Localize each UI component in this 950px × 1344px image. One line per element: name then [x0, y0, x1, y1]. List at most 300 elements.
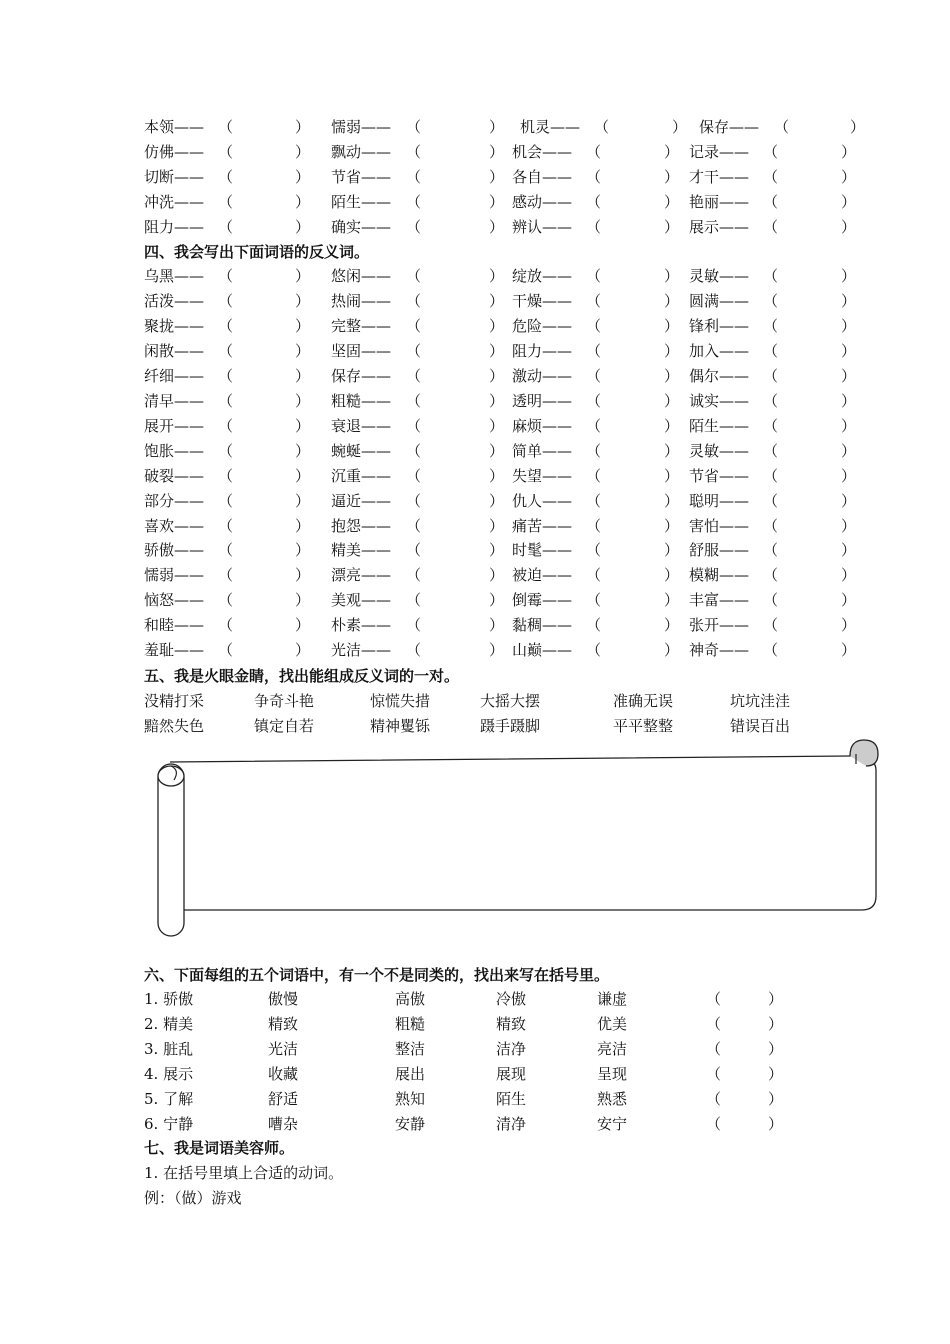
antonym-word: 骄傲——	[144, 541, 205, 560]
open-paren: （	[218, 316, 234, 335]
antonym-word: 悠闲——	[331, 267, 392, 285]
close-paren: ）	[841, 391, 857, 410]
open-paren: （	[586, 566, 602, 585]
close-paren: ）	[295, 341, 311, 360]
word-group-row	[0, 1112, 950, 1136]
open-paren: （	[406, 267, 422, 285]
antonym-row	[0, 464, 950, 488]
close-paren: ）	[664, 193, 680, 211]
open-paren: （	[586, 316, 602, 335]
group-word: 粗糙	[395, 1015, 426, 1033]
open-paren: （	[406, 641, 422, 660]
close-paren: ）	[841, 466, 857, 485]
idiom-word: 黯然失色	[144, 717, 205, 735]
close-paren: ）	[672, 118, 688, 136]
group-word: 熟知	[395, 1090, 426, 1108]
antonym-word: 时髦——	[512, 541, 573, 560]
word-pair-row	[0, 115, 950, 139]
close-paren: ）	[664, 168, 680, 186]
pair-word: 机会——	[512, 143, 573, 161]
open-paren: （	[763, 616, 779, 635]
close-paren: ）	[841, 641, 857, 660]
open-paren: （	[406, 341, 422, 360]
open-paren: （	[586, 341, 602, 360]
antonym-word: 神奇——	[689, 641, 750, 660]
idiom-row	[0, 714, 950, 738]
close-paren: ）	[841, 267, 857, 285]
open-paren: （	[763, 143, 779, 161]
close-paren: ）	[841, 441, 857, 460]
open-paren: （	[406, 466, 422, 485]
idiom-word: 精神矍铄	[370, 717, 431, 735]
open-paren: （	[706, 1015, 722, 1033]
open-paren: （	[763, 466, 779, 485]
idiom-word: 争奇斗艳	[254, 692, 315, 710]
antonym-row	[0, 314, 950, 338]
close-paren: ）	[489, 491, 505, 510]
antonym-word: 恼怒——	[144, 591, 205, 610]
group-word: 陌生	[496, 1090, 527, 1108]
open-paren: （	[218, 616, 234, 635]
antonym-row	[0, 514, 950, 538]
open-paren: （	[763, 541, 779, 560]
open-paren: （	[218, 491, 234, 510]
close-paren: ）	[664, 143, 680, 161]
idiom-word: 错误百出	[730, 717, 791, 735]
close-paren: ）	[664, 291, 680, 310]
antonym-word: 漂亮——	[331, 566, 392, 585]
section5-title: 五、我是火眼金睛，找出能组成反义词的一对。	[144, 667, 460, 685]
pair-word: 确实——	[331, 218, 392, 236]
section6-title: 六、下面每组的五个词语中，有一个不是同类的，找出来写在括号里。	[144, 966, 610, 984]
antonym-word: 节省——	[689, 466, 750, 485]
antonym-row	[0, 389, 950, 413]
pair-word: 辨认——	[512, 218, 573, 236]
open-paren: （	[586, 416, 602, 435]
idiom-word: 没精打采	[144, 692, 205, 710]
open-paren: （	[586, 641, 602, 660]
close-paren: ）	[295, 291, 311, 310]
close-paren: ）	[295, 391, 311, 410]
open-paren: （	[774, 118, 790, 136]
antonym-word: 美观——	[331, 591, 392, 610]
open-paren: （	[586, 516, 602, 535]
antonym-word: 闲散——	[144, 341, 205, 360]
close-paren: ）	[295, 118, 311, 136]
group-word: 展现	[496, 1065, 527, 1083]
open-paren: （	[706, 1090, 722, 1108]
open-paren: （	[218, 218, 234, 236]
close-paren: ）	[768, 1015, 784, 1033]
pair-word: 感动——	[512, 193, 573, 211]
close-paren: ）	[489, 541, 505, 560]
antonym-word: 沉重——	[331, 466, 392, 485]
open-paren: （	[218, 516, 234, 535]
word-group-row	[0, 1012, 950, 1036]
antonym-word: 灵敏——	[689, 441, 750, 460]
pair-word: 飘动——	[331, 143, 392, 161]
close-paren: ）	[489, 291, 505, 310]
close-paren: ）	[489, 391, 505, 410]
section4-title: 四、我会写出下面词语的反义词。	[144, 243, 370, 261]
antonym-row	[0, 489, 950, 513]
open-paren: （	[763, 218, 779, 236]
close-paren: ）	[841, 591, 857, 610]
antonym-row	[0, 264, 950, 288]
open-paren: （	[586, 193, 602, 211]
open-paren: （	[594, 118, 610, 136]
open-paren: （	[406, 168, 422, 186]
open-paren: （	[406, 193, 422, 211]
word-pair-row	[0, 140, 950, 164]
group-word: 冷傲	[496, 990, 527, 1008]
close-paren: ）	[768, 990, 784, 1008]
pair-word: 节省——	[331, 168, 392, 186]
pair-word: 懦弱——	[331, 118, 392, 136]
section7-title: 七、我是词语美容师。	[144, 1139, 295, 1157]
group-word: 2. 精美	[144, 1015, 194, 1033]
group-word: 4. 展示	[144, 1065, 194, 1083]
pair-word: 切断——	[144, 168, 205, 186]
antonym-row	[0, 638, 950, 662]
group-word: 安宁	[597, 1115, 628, 1133]
open-paren: （	[406, 441, 422, 460]
open-paren: （	[706, 1040, 722, 1058]
open-paren: （	[406, 541, 422, 560]
open-paren: （	[406, 416, 422, 435]
open-paren: （	[406, 516, 422, 535]
antonym-word: 衰退——	[331, 416, 392, 435]
antonym-row	[0, 339, 950, 363]
section7-instruction: 1. 在括号里填上合适的动词。	[144, 1164, 344, 1182]
open-paren: （	[218, 267, 234, 285]
close-paren: ）	[768, 1040, 784, 1058]
close-paren: ）	[841, 218, 857, 236]
open-paren: （	[763, 591, 779, 610]
open-paren: （	[586, 616, 602, 635]
open-paren: （	[586, 541, 602, 560]
antonym-word: 阻力——	[512, 341, 573, 360]
close-paren: ）	[841, 316, 857, 335]
pair-word: 本领——	[144, 118, 205, 136]
open-paren: （	[763, 416, 779, 435]
open-paren: （	[586, 441, 602, 460]
antonym-word: 痛苦——	[512, 516, 573, 535]
antonym-row	[0, 563, 950, 587]
group-word: 熟悉	[597, 1090, 628, 1108]
close-paren: ）	[295, 143, 311, 161]
close-paren: ）	[664, 316, 680, 335]
open-paren: （	[586, 366, 602, 385]
antonym-word: 清早——	[144, 391, 205, 410]
open-paren: （	[763, 441, 779, 460]
antonym-word: 精美——	[331, 541, 392, 560]
close-paren: ）	[489, 616, 505, 635]
close-paren: ）	[295, 591, 311, 610]
word-group-row	[0, 987, 950, 1011]
group-word: 收藏	[268, 1065, 299, 1083]
open-paren: （	[218, 416, 234, 435]
close-paren: ）	[664, 616, 680, 635]
pair-word: 冲洗——	[144, 193, 205, 211]
close-paren: ）	[664, 641, 680, 660]
close-paren: ）	[664, 218, 680, 236]
open-paren: （	[763, 341, 779, 360]
antonym-word: 透明——	[512, 391, 573, 410]
antonym-word: 完整——	[331, 316, 392, 335]
antonym-word: 模糊——	[689, 566, 750, 585]
open-paren: （	[218, 118, 234, 136]
antonym-word: 麻烦——	[512, 416, 573, 435]
antonym-word: 锋利——	[689, 316, 750, 335]
section7-example: 例：（做）游戏	[144, 1189, 242, 1207]
word-group-row	[0, 1062, 950, 1086]
close-paren: ）	[489, 566, 505, 585]
open-paren: （	[763, 291, 779, 310]
open-paren: （	[763, 516, 779, 535]
close-paren: ）	[841, 341, 857, 360]
close-paren: ）	[664, 466, 680, 485]
antonym-row	[0, 414, 950, 438]
idiom-word: 惊慌失措	[370, 692, 431, 710]
pair-word: 艳丽——	[689, 193, 750, 211]
close-paren: ）	[295, 441, 311, 460]
open-paren: （	[406, 366, 422, 385]
close-paren: ）	[489, 218, 505, 236]
close-paren: ）	[768, 1065, 784, 1083]
open-paren: （	[218, 168, 234, 186]
antonym-word: 朴素——	[331, 616, 392, 635]
open-paren: （	[218, 441, 234, 460]
open-paren: （	[406, 118, 422, 136]
close-paren: ）	[664, 516, 680, 535]
close-paren: ）	[295, 193, 311, 211]
open-paren: （	[763, 193, 779, 211]
pair-word: 展示——	[689, 218, 750, 236]
pair-word: 机灵——	[520, 118, 581, 136]
antonym-word: 部分——	[144, 491, 205, 510]
close-paren: ）	[489, 366, 505, 385]
close-paren: ）	[664, 591, 680, 610]
close-paren: ）	[489, 341, 505, 360]
group-word: 亮洁	[597, 1040, 628, 1058]
open-paren: （	[406, 291, 422, 310]
close-paren: ）	[841, 143, 857, 161]
open-paren: （	[763, 566, 779, 585]
pair-word: 陌生——	[331, 193, 392, 211]
open-paren: （	[706, 990, 722, 1008]
group-word: 谦虚	[597, 990, 628, 1008]
group-word: 5. 了解	[144, 1090, 194, 1108]
antonym-row	[0, 289, 950, 313]
word-group-row	[0, 1087, 950, 1111]
close-paren: ）	[295, 616, 311, 635]
open-paren: （	[218, 641, 234, 660]
open-paren: （	[218, 541, 234, 560]
open-paren: （	[763, 391, 779, 410]
close-paren: ）	[664, 366, 680, 385]
antonym-word: 展开——	[144, 416, 205, 435]
close-paren: ）	[664, 541, 680, 560]
antonym-word: 灵敏——	[689, 267, 750, 285]
antonym-word: 乌黑——	[144, 267, 205, 285]
close-paren: ）	[841, 291, 857, 310]
open-paren: （	[586, 168, 602, 186]
open-paren: （	[406, 491, 422, 510]
open-paren: （	[763, 316, 779, 335]
group-word: 整洁	[395, 1040, 426, 1058]
idiom-word: 蹑手蹑脚	[480, 717, 541, 735]
close-paren: ）	[841, 366, 857, 385]
antonym-row	[0, 364, 950, 388]
antonym-word: 热闹——	[331, 291, 392, 310]
close-paren: ）	[489, 267, 505, 285]
close-paren: ）	[489, 118, 505, 136]
open-paren: （	[586, 466, 602, 485]
open-paren: （	[218, 591, 234, 610]
group-word: 6. 宁静	[144, 1115, 194, 1133]
antonym-word: 倒霉——	[512, 591, 573, 610]
open-paren: （	[218, 193, 234, 211]
antonym-word: 丰富——	[689, 591, 750, 610]
antonym-word: 纤细——	[144, 366, 205, 385]
antonym-word: 失望——	[512, 466, 573, 485]
pair-word: 记录——	[689, 143, 750, 161]
close-paren: ）	[841, 616, 857, 635]
group-word: 高傲	[395, 990, 426, 1008]
antonym-row	[0, 538, 950, 562]
open-paren: （	[763, 491, 779, 510]
antonym-word: 黏稠——	[512, 616, 573, 635]
close-paren: ）	[489, 591, 505, 610]
open-paren: （	[218, 391, 234, 410]
group-word: 3. 脏乱	[144, 1040, 194, 1058]
close-paren: ）	[295, 316, 311, 335]
antonym-word: 蜿蜒——	[331, 441, 392, 460]
idiom-word: 平平整整	[613, 717, 674, 735]
group-word: 精致	[268, 1015, 299, 1033]
close-paren: ）	[841, 416, 857, 435]
open-paren: （	[586, 143, 602, 161]
open-paren: （	[406, 591, 422, 610]
open-paren: （	[218, 466, 234, 485]
group-word: 清净	[496, 1115, 527, 1133]
close-paren: ）	[489, 316, 505, 335]
close-paren: ）	[841, 566, 857, 585]
idiom-row	[0, 689, 950, 713]
close-paren: ）	[841, 193, 857, 211]
group-word: 光洁	[268, 1040, 299, 1058]
open-paren: （	[763, 366, 779, 385]
antonym-word: 光洁——	[331, 641, 392, 660]
group-word: 1. 骄傲	[144, 990, 194, 1008]
close-paren: ）	[295, 218, 311, 236]
antonym-word: 逼近——	[331, 491, 392, 510]
open-paren: （	[406, 218, 422, 236]
open-paren: （	[586, 267, 602, 285]
group-word: 精致	[496, 1015, 527, 1033]
close-paren: ）	[768, 1090, 784, 1108]
word-pair-row	[0, 190, 950, 214]
close-paren: ）	[295, 516, 311, 535]
antonym-word: 保存——	[331, 366, 392, 385]
word-pair-row	[0, 165, 950, 189]
open-paren: （	[218, 566, 234, 585]
pair-word: 阻力——	[144, 218, 205, 236]
close-paren: ）	[664, 341, 680, 360]
close-paren: ）	[489, 441, 505, 460]
group-word: 洁净	[496, 1040, 527, 1058]
idiom-word: 大摇大摆	[480, 692, 541, 710]
close-paren: ）	[841, 516, 857, 535]
close-paren: ）	[489, 516, 505, 535]
open-paren: （	[406, 566, 422, 585]
close-paren: ）	[295, 267, 311, 285]
close-paren: ）	[664, 267, 680, 285]
antonym-word: 害怕——	[689, 516, 750, 535]
antonym-row	[0, 613, 950, 637]
antonym-word: 张开——	[689, 616, 750, 635]
open-paren: （	[586, 291, 602, 310]
close-paren: ）	[489, 466, 505, 485]
close-paren: ）	[664, 491, 680, 510]
open-paren: （	[406, 616, 422, 635]
close-paren: ）	[489, 641, 505, 660]
antonym-row	[0, 439, 950, 463]
open-paren: （	[218, 366, 234, 385]
word-pair-row	[0, 215, 950, 239]
close-paren: ）	[664, 391, 680, 410]
close-paren: ）	[295, 466, 311, 485]
antonym-row	[0, 588, 950, 612]
antonym-word: 饱胀——	[144, 441, 205, 460]
group-word: 呈现	[597, 1065, 628, 1083]
close-paren: ）	[295, 566, 311, 585]
antonym-word: 活泼——	[144, 291, 205, 310]
antonym-word: 危险——	[512, 316, 573, 335]
antonym-word: 粗糙——	[331, 391, 392, 410]
close-paren: ）	[489, 193, 505, 211]
group-word: 舒适	[268, 1090, 299, 1108]
antonym-word: 和睦——	[144, 616, 205, 635]
pair-word: 各自——	[512, 168, 573, 186]
open-paren: （	[706, 1065, 722, 1083]
scroll-answer-box	[150, 736, 882, 942]
antonym-word: 加入——	[689, 341, 750, 360]
close-paren: ）	[295, 366, 311, 385]
close-paren: ）	[489, 168, 505, 186]
open-paren: （	[706, 1115, 722, 1133]
antonym-word: 抱怨——	[331, 516, 392, 535]
close-paren: ）	[489, 143, 505, 161]
open-paren: （	[763, 168, 779, 186]
idiom-word: 准确无误	[613, 692, 674, 710]
word-group-row	[0, 1037, 950, 1061]
antonym-word: 仇人——	[512, 491, 573, 510]
open-paren: （	[586, 591, 602, 610]
open-paren: （	[406, 316, 422, 335]
pair-word: 仿佛——	[144, 143, 205, 161]
antonym-word: 坚固——	[331, 341, 392, 360]
antonym-word: 舒服——	[689, 541, 750, 560]
antonym-word: 圆满——	[689, 291, 750, 310]
open-paren: （	[586, 491, 602, 510]
close-paren: ）	[841, 168, 857, 186]
close-paren: ）	[664, 566, 680, 585]
antonym-word: 懦弱——	[144, 566, 205, 585]
pair-word: 才干——	[689, 168, 750, 186]
close-paren: ）	[295, 168, 311, 186]
